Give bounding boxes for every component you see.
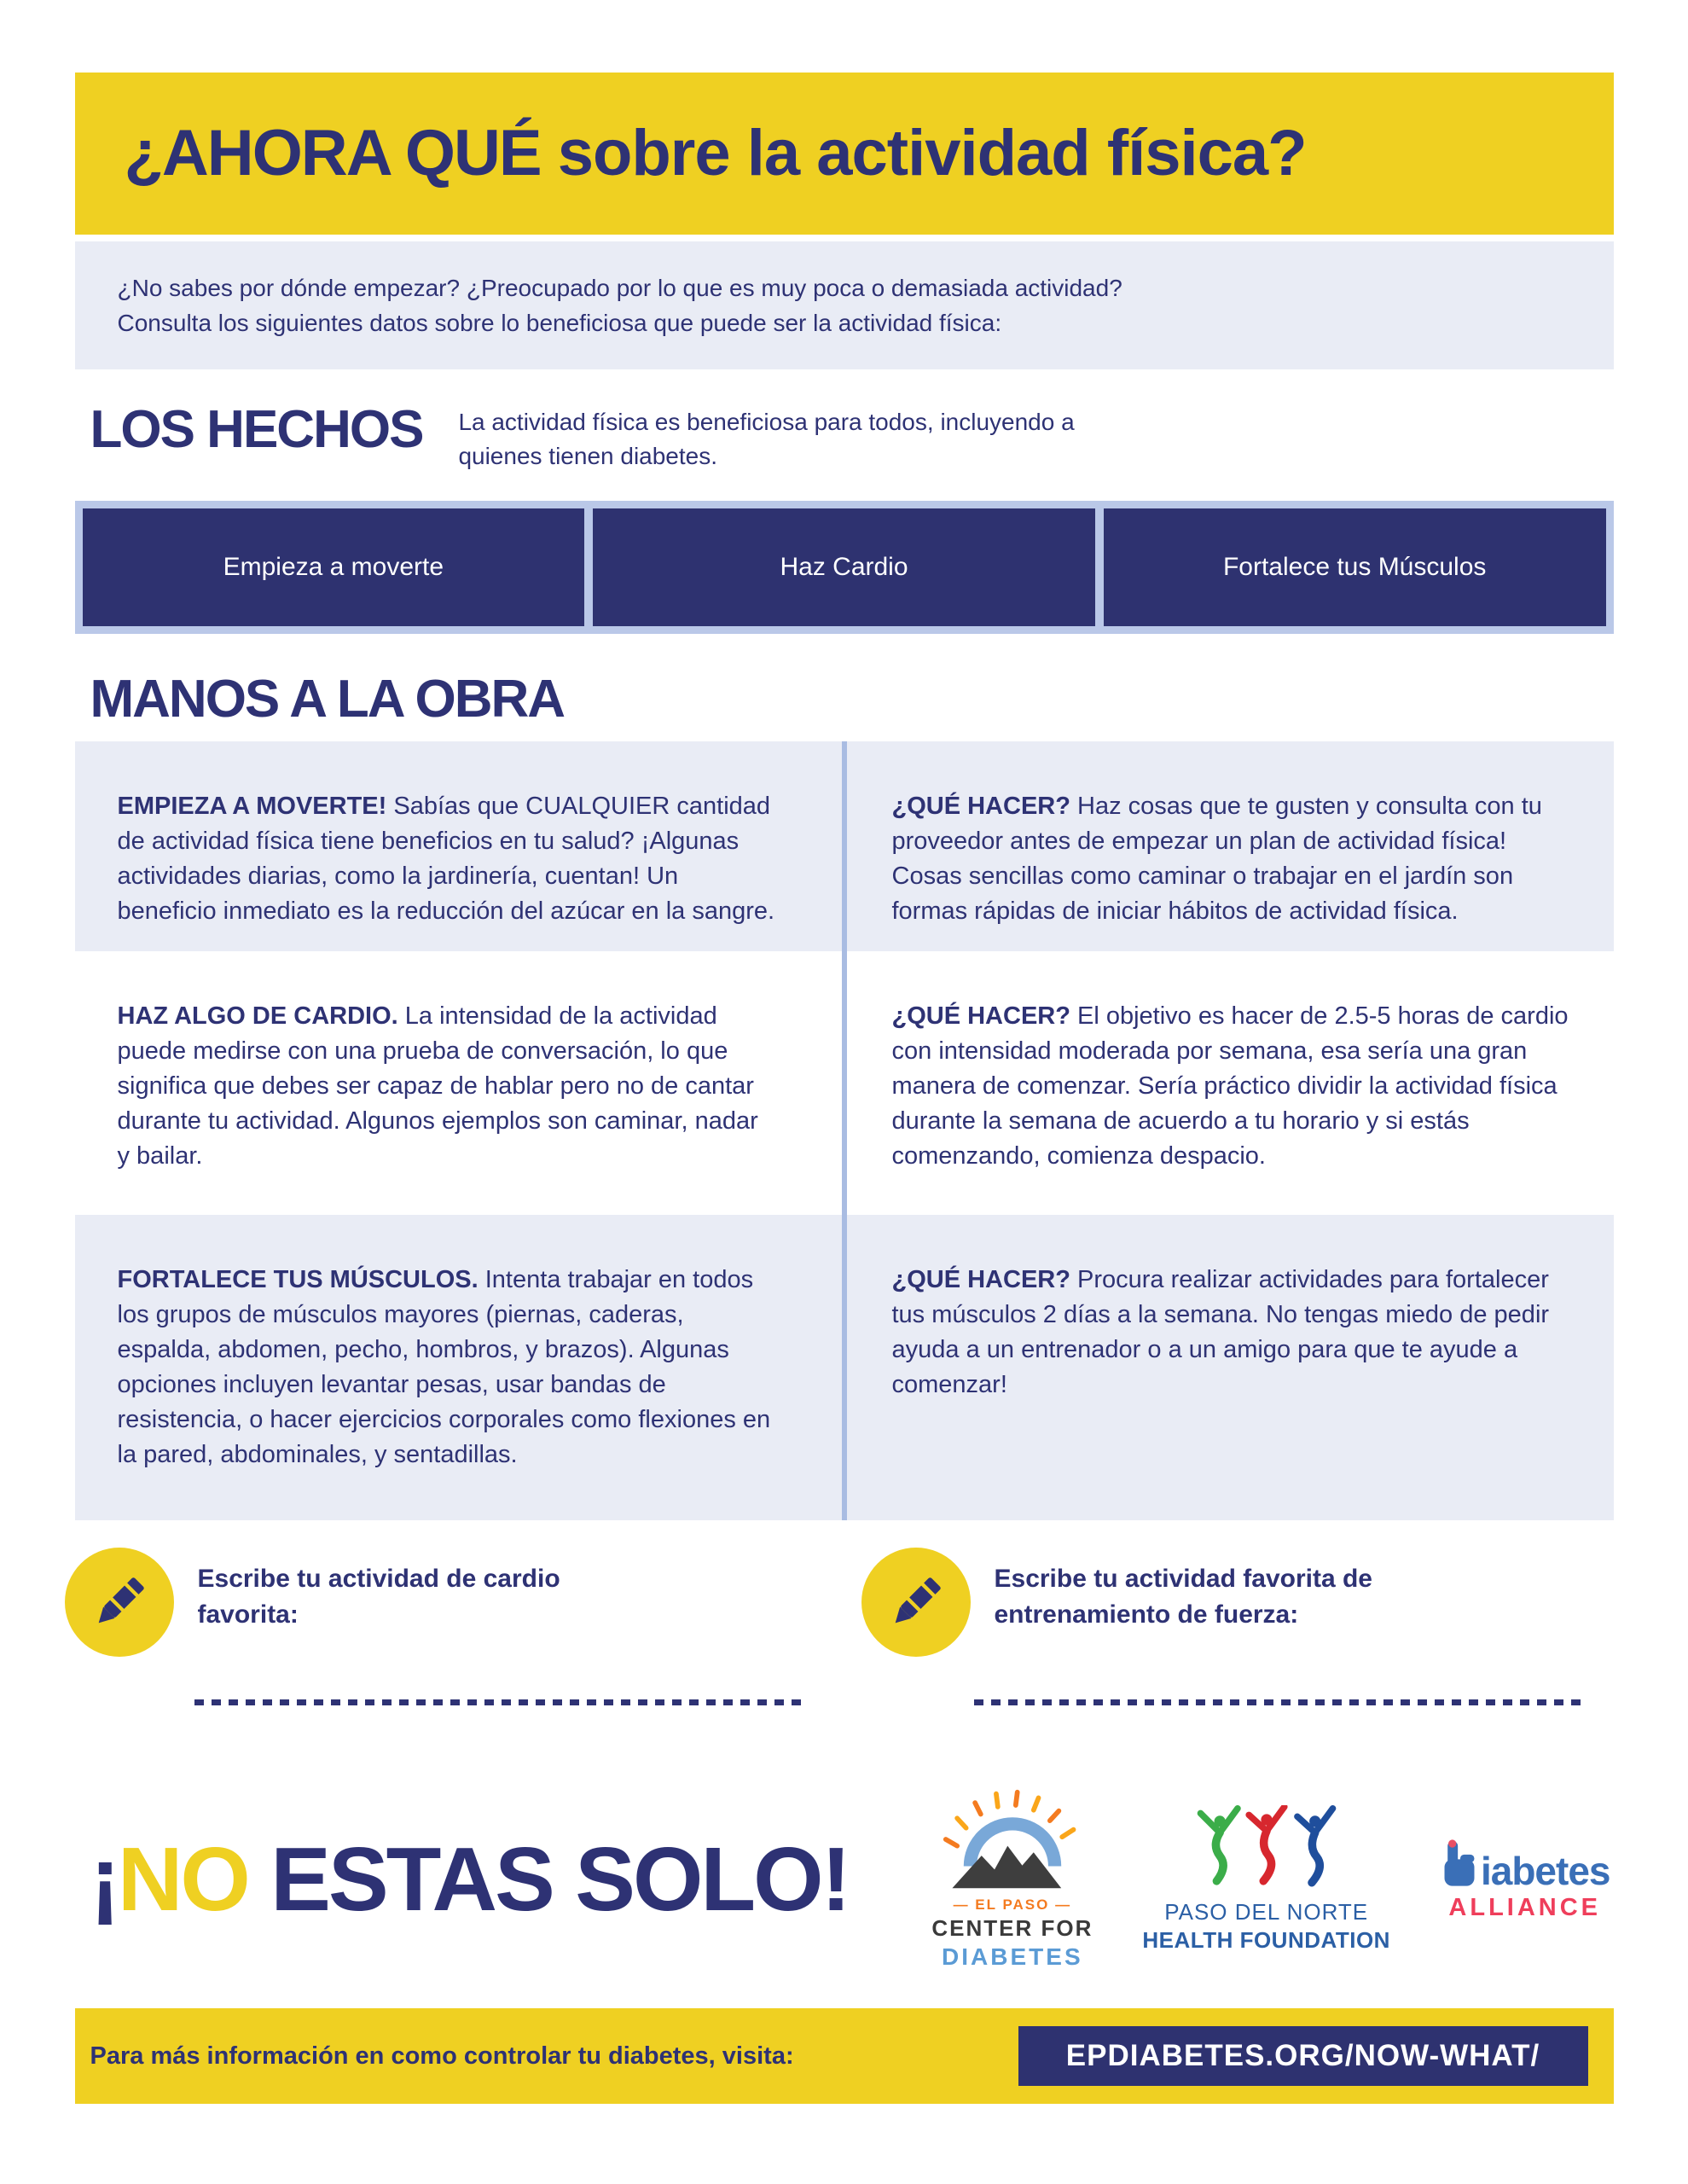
el-paso-logo-line2: CENTER FOR [931, 1915, 1093, 1941]
footer-url: EPDIABETES.ORG/NOW-WHAT/ [1065, 2039, 1540, 2072]
el-paso-logo-line1: — EL PASO — [953, 1896, 1072, 1913]
action-cell-que-hacer-1 [844, 741, 1614, 951]
diabetes-alliance-logo [1440, 1836, 1610, 1922]
action-cell-cardio [75, 951, 844, 1215]
intro-box [75, 241, 1614, 369]
action-cell-que-hacer-3 [844, 1215, 1614, 1520]
facts-section [75, 400, 1614, 473]
topic-button-empieza[interactable] [83, 508, 585, 626]
pencil-icon [861, 1548, 971, 1657]
topic-button-cardio[interactable] [593, 508, 1095, 626]
page-title [124, 117, 1307, 189]
closing-section [75, 1787, 1614, 1971]
cell-lead: ¿QUÉ HACER? [891, 1002, 1070, 1030]
dancing-figures-icon [1164, 1805, 1369, 1894]
pencil-icon-glyph [879, 1565, 953, 1639]
hand-icon [1440, 1836, 1479, 1891]
cell-lead: ¿QUÉ HACER? [891, 1266, 1070, 1293]
action-cell-empieza [75, 741, 844, 951]
cardio-prompt [75, 1548, 844, 1657]
pencil-icon [65, 1548, 174, 1657]
topic-button-label: Fortalece tus Músculos [1222, 553, 1487, 581]
closing-heading [90, 1828, 849, 1930]
facts-heading: LOS HECHOS [90, 400, 423, 459]
footer-band [75, 2008, 1614, 2104]
cell-text: Procura realizar actividades para fortalecer tus músculos 2 días a la semana. No tengas miedo de pedir ayuda a un entrenador o a un amigo para que te ayude a comenzar! [891, 1266, 1550, 1398]
intro-line-1: ¿No sabes por dónde empezar? ¿Preocupado por lo que es muy poca o demasiada actividad? [117, 275, 1122, 301]
pdn-logo-line1: PASO DEL NORTE [1164, 1898, 1369, 1925]
page-title-rest: sobre la actividad física? [540, 117, 1307, 189]
topic-button-label: Haz Cardio [780, 553, 908, 581]
topic-button-label: Empieza a moverte [223, 553, 444, 581]
cell-lead: ¿QUÉ HACER? [891, 793, 1070, 820]
strength-write-line [974, 1699, 1588, 1705]
closing-highlight: NO [117, 1828, 248, 1930]
el-paso-emblem-icon [936, 1787, 1089, 1893]
action-grid [75, 741, 1614, 1520]
column-divider [842, 741, 847, 1520]
cardio-prompt-label: Escribe tu actividad de cardio favorita: [197, 1565, 560, 1629]
cell-lead: FORTALECE TUS MÚSCULOS. [117, 1266, 479, 1293]
facts-text: La actividad física es beneficiosa para todos, incluyendo a quienes tienen diabetes. [458, 409, 1075, 469]
el-paso-logo-line3: DIABETES [942, 1943, 1083, 1970]
cardio-write-line [194, 1699, 809, 1705]
page-title-emphasis: ¿AHORA QUÉ [124, 117, 541, 189]
cell-text: Sabías que CUALQUIER cantidad de actividad física tiene beneficios en tu salud? ¡Algunas actividades diarias, como la jardinería, cuentan! Un beneficio inmediato es la reducción del azúcar en la sangre. [117, 793, 775, 925]
footer-text: Para más información en como controlar tu diabetes, visita: [90, 2042, 794, 2070]
intro-line-2: Consulta los siguientes datos sobre lo beneficiosa que puede ser la actividad física: [117, 310, 1002, 336]
action-cell-que-hacer-2 [844, 951, 1614, 1215]
partner-logos [931, 1787, 1613, 1971]
diabetes-alliance-wordmark [1440, 1836, 1610, 1891]
footer-url-button[interactable] [1018, 2026, 1588, 2086]
action-heading: MANOS A LA OBRA [90, 670, 565, 729]
topic-button-musculos[interactable] [1104, 508, 1606, 626]
el-paso-center-logo [931, 1787, 1093, 1971]
write-lines [75, 1699, 1614, 1705]
cell-lead: EMPIEZA A MOVERTE! [117, 793, 387, 820]
paso-del-norte-logo [1142, 1805, 1390, 1954]
strength-prompt [844, 1548, 1614, 1657]
pencil-icon-glyph [83, 1565, 156, 1639]
closing-prefix: ¡ [90, 1828, 118, 1930]
cell-text: La intensidad de la actividad puede medirse con una prueba de conversación, lo que significa que debes ser capaz de hablar pero no de cantar durante tu actividad. Algunos ejemplos son caminar, nadar y bailar. [117, 1002, 758, 1170]
cell-text: Intenta trabajar en todos los grupos de músculos mayores (piernas, caderas, espalda, abdomen, pecho, hombros, y brazos). Algunas opciones incluyen levantar pesas, usar bandas de resistencia, o hacer ejercicios corporales como flexiones en la pared, abdominales, y sentadillas. [117, 1266, 771, 1468]
cell-lead: HAZ ALGO DE CARDIO. [117, 1002, 398, 1030]
pdn-logo-line2: HEALTH FOUNDATION [1142, 1926, 1390, 1953]
strength-prompt-label: Escribe tu actividad favorita de entrenamiento de fuerza: [994, 1565, 1372, 1629]
cell-text: El objetivo es hacer de 2.5-5 horas de cardio con intensidad moderada por semana, esa sería una gran manera de comenzar. Sería práctico dividir la actividad física durante la semana de acuerdo a tu horario y si estás comenzando, comienza despacio. [891, 1002, 1569, 1170]
alliance-word: iabetes [1480, 1849, 1610, 1893]
alliance-sub: ALLIANCE [1448, 1894, 1602, 1921]
closing-rest: ESTAS SOLO! [247, 1828, 849, 1930]
cell-text: Haz cosas que te gusten y consulta con tu proveedor antes de empezar un plan de actividad física! Cosas sencillas como caminar o trabajar en el jardín son formas rápidas de iniciar hábitos de actividad física. [891, 793, 1542, 925]
topic-button-strip [75, 501, 1614, 634]
header-band [75, 73, 1614, 235]
write-prompts [75, 1548, 1614, 1657]
action-cell-musculos [75, 1215, 844, 1520]
